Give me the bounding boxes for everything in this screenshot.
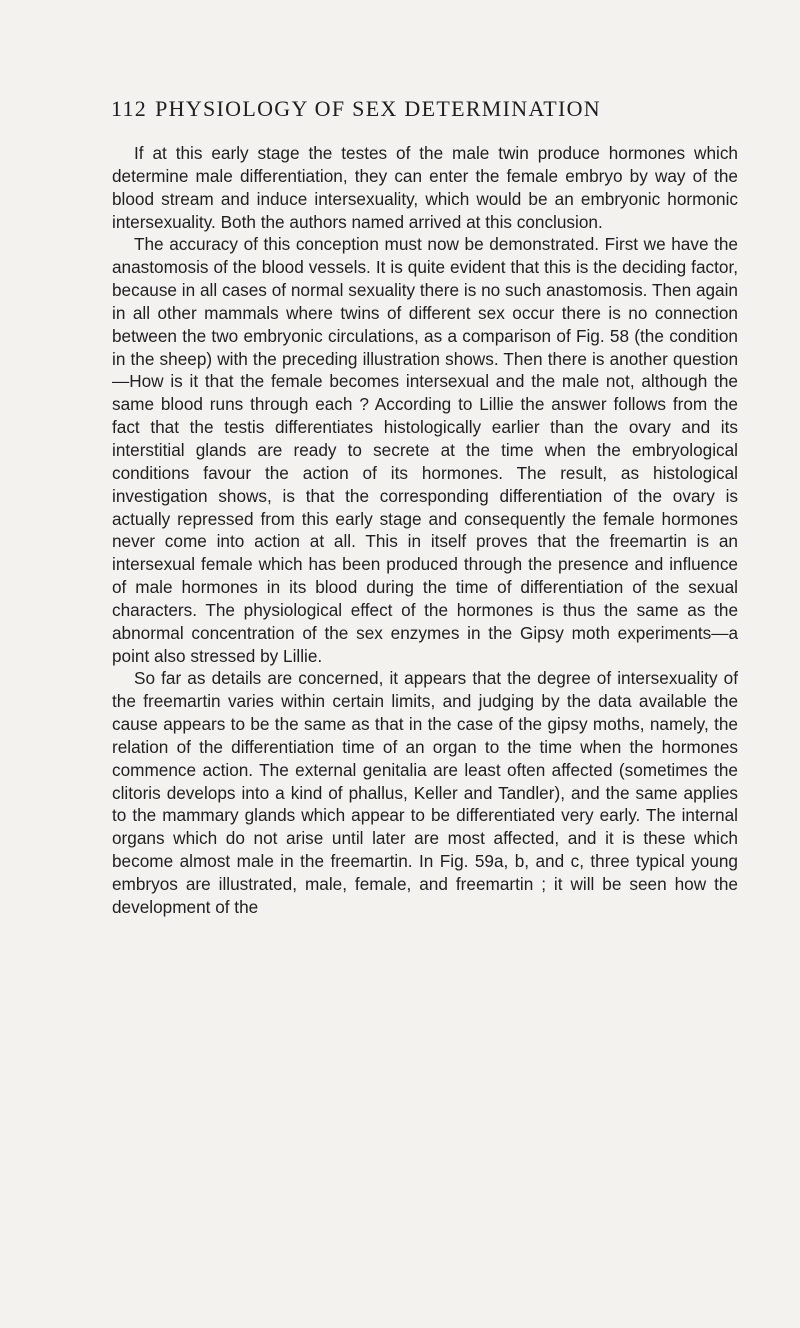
paragraph: So far as details are concerned, it appears that the degree of intersexuality of the freemartin varies within certain limits, and judging by the data available the cause appears to be the same as that in the case of the gipsy moths, namely, the relation of the differentiation time of an organ to the time when the hormones commence action. The external genitalia are least often affected (sometimes the clitoris develops into a kind of phallus, Keller and Tandler), and the same applies to the mammary glands which appear to be differentiated very early. The internal organs which do not arise until later are most affected, and it is these which become almost male in the freemartin. In Fig. 59a, b, and c, three typical young embryos are illustrated, male, female, and freemartin ; it will be seen how the development of the (112, 668, 738, 917)
paragraph: The accuracy of this conception must now be demonstrated. First we have the anastomosis of the blood vessels. It is quite evident that this is the deciding factor, because in all cases of normal sexuality there is no such anastomosis. Then again in all other mammals where twins of different sex occur there is no connection between the two embryonic circulations, as a comparison of Fig. 58 (the condition in the sheep) with the preceding illustration shows. Then there is another question—How is it that the female becomes intersexual and the male not, although the same blood runs through each ? According to Lillie the answer follows from the fact that the testis differentiates histologically earlier than the ovary and its interstitial glands are ready to secrete at the time when the embryological conditions favour the action of its hormones. The result, as histological investigation shows, is that the corresponding differentiation of the ovary is actually repressed from this early stage and consequently the female hormones never come into action at all. This in itself proves that the freemartin is an intersexual female which has been produced through the presence and influence of male hormones in its blood during the time of differentiation of the sexual characters. The physiological effect of the hormones is thus the same as the abnormal concentration of the sex enzymes in the Gipsy moth experiments—a point also stressed by Lillie. (112, 234, 738, 666)
paragraph: If at this early stage the testes of the male twin produce hormones which determine male differentiation, they can enter the female embryo by way of the blood stream and induce intersexuality, which would be an embryonic hormonic intersexuality. Both the authors named arrived at this conclusion. (112, 143, 738, 232)
running-title: PHYSIOLOGY OF SEX DETERMINATION (155, 96, 601, 121)
page-number: 112 (111, 96, 148, 121)
body-text (112, 142, 738, 919)
running-head (111, 96, 751, 122)
